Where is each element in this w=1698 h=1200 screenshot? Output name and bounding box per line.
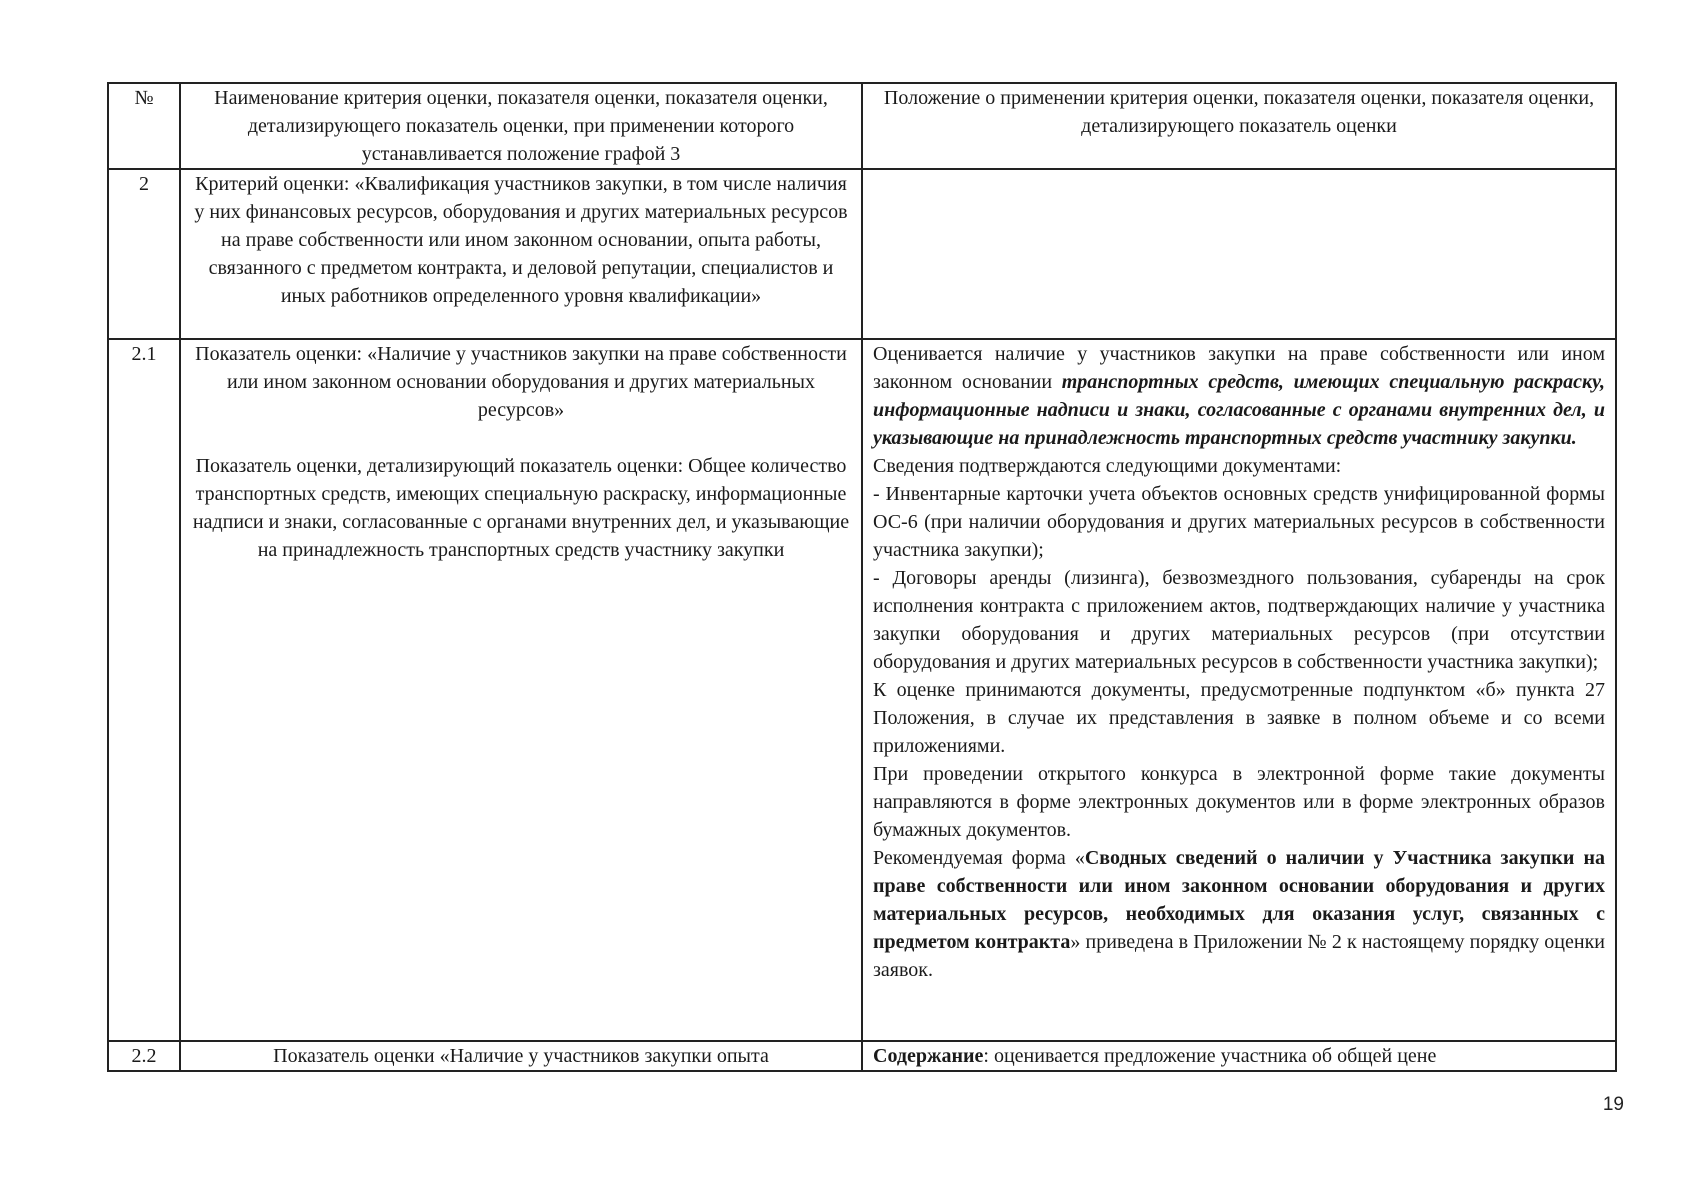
provision-cell <box>862 169 1616 339</box>
row-number: 2.1 <box>108 339 180 1041</box>
criteria-table <box>107 82 1617 1072</box>
table-row <box>108 339 1616 1041</box>
header-criterion-name: Наименование критерия оценки, показателя оценки, показателя оценки, детализирующего показатель оценки, при применении которого устанавливается положение графой 3 <box>180 83 862 169</box>
acceptance-note: К оценке принимаются документы, предусмотренные подпунктом «б» пункта 27 Положения, в случае их представления в заявке в полном объеме и со всеми приложениями. <box>873 679 1605 757</box>
recommended-form-title: Сводных сведений о наличии у Участника закупки на праве собственности или ином законном основании оборудования и других материальных ресурсов, необходимых для оказания услуг, связанных с предметом контракта <box>873 847 1605 953</box>
indicator-cell <box>180 339 862 1041</box>
indicator-cell: Показатель оценки «Наличие у участников закупки опыта <box>180 1041 862 1071</box>
provision-intro: Оценивается наличие у участников закупки на праве собственности или ином законном основании транспортных средств, имеющих специальную раскраску, информационные надписи и знаки, согласованные с органами внутренних дел, и указывающие на принадлежность транспортных средств участнику закупки. <box>873 343 1605 449</box>
criterion-cell: Критерий оценки: «Квалификация участников закупки, в том числе наличия у них финансовых ресурсов, оборудования и других материальных ресурсов на праве собственности или ином законном основании, опыта работы, связанного с предметом контракта, и деловой репутации, специалистов и иных работников определенного уровня квалификации» <box>180 169 862 339</box>
header-application-provision: Положение о применении критерия оценки, показателя оценки, показателя оценки, детализирующего показатель оценки <box>862 83 1616 169</box>
row-number: 2.2 <box>108 1041 180 1071</box>
provision-intro-emphasis: транспортных средств, имеющих специальную раскраску, информационные надписи и знаки, согласованные с органами внутренних дел, и указывающие на принадлежность транспортных средств участнику закупки. <box>873 371 1605 449</box>
row-number: 2 <box>108 169 180 339</box>
electronic-form-note: При проведении открытого конкурса в электронной форме такие документы направляются в форме электронных документов или в форме электронных образов бумажных документов. <box>873 763 1605 841</box>
table-row <box>108 1041 1616 1071</box>
page-number: 19 <box>1602 1094 1624 1115</box>
content-label: Содержание <box>873 1045 984 1067</box>
document-item-lease: - Договоры аренды (лизинга), безвозмездного пользования, субаренды на срок исполнения контракта с приложением актов, подтверждающих наличие у участника закупки оборудования и других материальных ресурсов (при отсутствии оборудования и других материальных ресурсов в собственности участника закупки); <box>873 567 1605 673</box>
header-number: № <box>108 83 180 169</box>
recommended-form-note: Рекомендуемая форма «Сводных сведений о наличии у Участника закупки на праве собственности или ином законном основании оборудования и других материальных ресурсов, необходимых для оказания услуг, связанных с предметом контракта» приведена в Приложении № 2 к настоящему порядку оценки заявок. <box>873 847 1606 981</box>
indicator-title: Показатель оценки: «Наличие у участников закупки на праве собственности или ином законном основании оборудования и других материальных ресурсов» <box>195 343 847 421</box>
documents-heading: Сведения подтверждаются следующими документами: <box>873 455 1342 477</box>
provision-cell: Содержание: оценивается предложение участника об общей цене <box>862 1041 1616 1071</box>
provision-cell <box>862 339 1616 1041</box>
detailing-indicator: Показатель оценки, детализирующий показатель оценки: Общее количество транспортных средств, имеющих специальную раскраску, информационные надписи и знаки, согласованные с органами внутренних дел, и указывающие на принадлежность транспортных средств участнику закупки <box>192 455 850 561</box>
table-row <box>108 169 1616 339</box>
document-item-inventory: - Инвентарные карточки учета объектов основных средств унифицированной формы ОС-6 (при наличии оборудования и других материальных ресурсов в собственности участника закупки); <box>873 483 1605 561</box>
table-header-row <box>108 83 1616 169</box>
